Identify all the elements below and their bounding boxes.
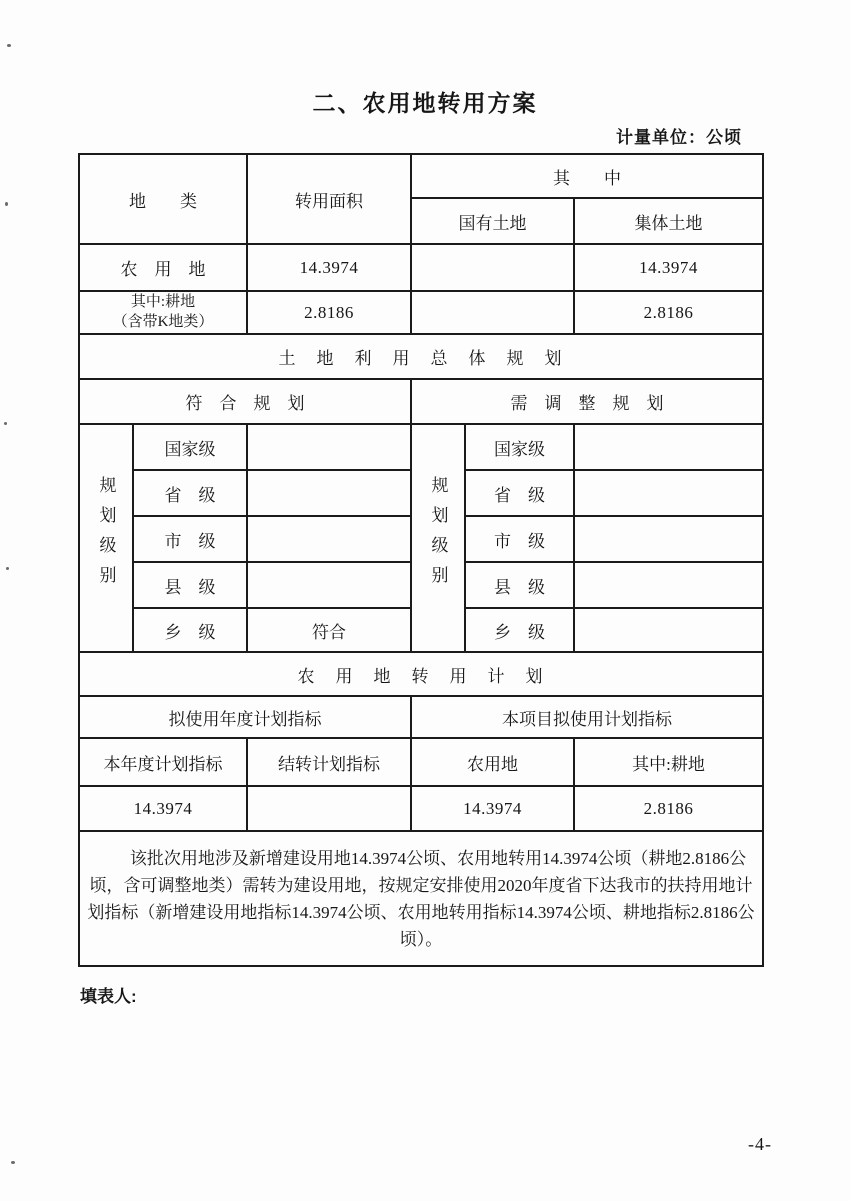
page-number: -4- (748, 1134, 772, 1154)
project-quota-header: 本项目拟使用计划指标 (411, 696, 763, 738)
agricultural-land-collective: 14.3974 (574, 244, 763, 291)
agricultural-land-state-owned (411, 244, 574, 291)
table-row (79, 291, 763, 334)
conform-value-county (247, 562, 411, 608)
conform-level-national: 国家级 (133, 424, 247, 470)
agricultural-land-quota-value: 14.3974 (411, 786, 574, 831)
adjust-value-municipal (574, 516, 763, 562)
row-cultivated-land-label (79, 291, 247, 334)
conform-plan-header: 符 合 规 划 (79, 379, 411, 424)
form-filler-label: 填表人: (80, 987, 137, 1006)
table-row (79, 786, 763, 831)
table-row (79, 424, 763, 470)
scan-speck (5, 202, 8, 206)
conform-level-axis-label: 规划级别 (96, 475, 116, 596)
adjust-level-national: 国家级 (465, 424, 574, 470)
adjust-level-municipal: 市 级 (465, 516, 574, 562)
row-agricultural-land-label: 农 用 地 (79, 244, 247, 291)
conform-level-axis (79, 424, 133, 652)
adjust-value-county (574, 562, 763, 608)
conform-value-township: 符合 (247, 608, 411, 652)
land-use-plan-section-title: 土 地 利 用 总 体 规 划 (79, 334, 763, 379)
table-row (79, 244, 763, 291)
conversion-plan-section-title: 农 用 地 转 用 计 划 (79, 652, 763, 696)
header-of-which: 其 中 (411, 154, 763, 198)
scan-speck (11, 1161, 15, 1164)
cultivated-land-label-line2: （含带K地类） (112, 313, 214, 330)
col-header-current-year-quota: 本年度计划指标 (79, 738, 247, 786)
adjust-value-national (574, 424, 763, 470)
adjust-value-township (574, 608, 763, 652)
header-conversion-area: 转用面积 (247, 154, 411, 244)
adjust-level-axis (411, 424, 465, 652)
adjust-plan-header: 需 调 整 规 划 (411, 379, 763, 424)
header-state-owned-land: 国有土地 (411, 198, 574, 244)
conform-level-township: 乡 级 (133, 608, 247, 652)
col-header-carryover-quota: 结转计划指标 (247, 738, 411, 786)
farmland-conversion-table (78, 153, 764, 967)
measurement-unit-label: 计量单位：公顷 (616, 128, 742, 147)
adjust-level-axis-label: 规划级别 (428, 475, 448, 596)
conform-value-municipal (247, 516, 411, 562)
batch-note-text: 该批次用地涉及新增建设用地14.3974公顷、农用地转用14.3974公顷（耕地2.8186公顷，含可调整地类）需转为建设用地，按规定安排使用2020年度省下达我市的扶持用地计划指标（新增建设用地指标14.3974公顷、农用地转用指标14.3974公顷、耕地指标2.8186公顷）。 (87, 848, 755, 949)
col-header-agricultural-land: 农用地 (411, 738, 574, 786)
page-title: 二、农用地转用方案 (312, 90, 538, 116)
header-collective-land: 集体土地 (574, 198, 763, 244)
header-land-category: 地 类 (79, 154, 247, 244)
conform-level-provincial: 省 级 (133, 470, 247, 516)
scan-speck (7, 44, 11, 47)
cultivated-land-area: 2.8186 (247, 291, 411, 334)
annual-quota-header: 拟使用年度计划指标 (79, 696, 411, 738)
carryover-quota-value (247, 786, 411, 831)
scan-speck (4, 422, 7, 425)
cultivated-land-quota-value: 2.8186 (574, 786, 763, 831)
conform-level-municipal: 市 级 (133, 516, 247, 562)
col-header-of-which-cultivated: 其中:耕地 (574, 738, 763, 786)
current-year-quota-value: 14.3974 (79, 786, 247, 831)
scan-speck (6, 567, 9, 570)
note-cell (79, 831, 763, 966)
adjust-level-township: 乡 级 (465, 608, 574, 652)
conform-level-county: 县 级 (133, 562, 247, 608)
adjust-level-county: 县 级 (465, 562, 574, 608)
conform-value-national (247, 424, 411, 470)
adjust-level-provincial: 省 级 (465, 470, 574, 516)
agricultural-land-area: 14.3974 (247, 244, 411, 291)
cultivated-land-label-line1: 其中:耕地 (130, 294, 196, 310)
cultivated-land-collective: 2.8186 (574, 291, 763, 334)
conform-value-provincial (247, 470, 411, 516)
adjust-value-provincial (574, 470, 763, 516)
cultivated-land-state-owned (411, 291, 574, 334)
